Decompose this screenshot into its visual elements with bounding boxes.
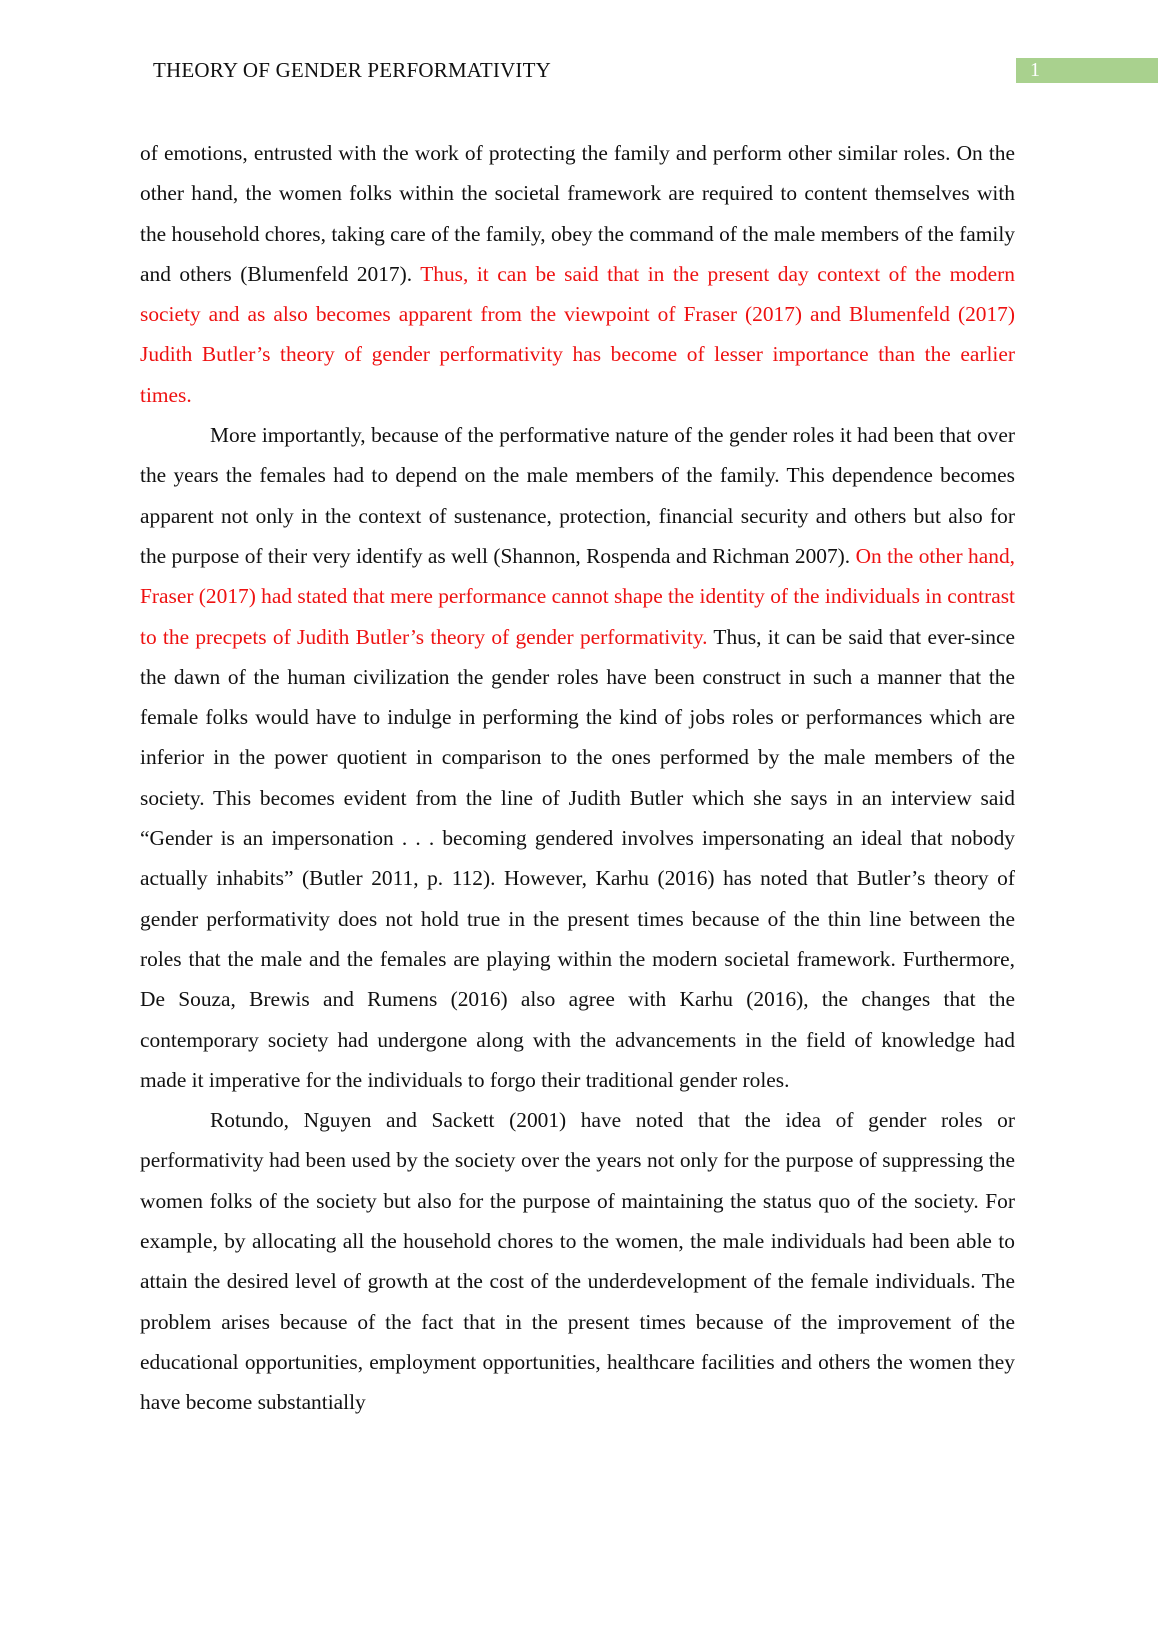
paragraph-1: [140, 133, 1015, 415]
text-segment: More importantly, because of the performative nature of the gender roles it had been that over the years the females had to depend on the male members of the family. This dependence becomes apparent not only in the context of sustenance, protection, financial security and others but also for the purpose of their very identify as well (Shannon, Rospenda and Richman 2007).: [140, 423, 1015, 568]
page-number: 1: [1016, 58, 1158, 83]
text-segment: Thus, it can be said that ever-since the dawn of the human civilization the gender roles have been construct in such a manner that the female folks would have to indulge in performing the kind of jobs roles or performances which are inferior in the power quotient in comparison to the ones performed by the male members of the society. This becomes evident from the line of Judith Butler which she says in an interview said “Gender is an impersonation . . . becoming gendered involves impersonating an ideal that nobody actually inhabits” (Butler 2011, p. 112). However, Karhu (2016) has noted that Butler’s theory of gender performativity does not hold true in the present times because of the thin line between the roles that the male and the females are playing within the modern societal framework. Furthermore, De Souza, Brewis and Rumens (2016) also agree with Karhu (2016), the changes that the contemporary society had undergone along with the advancements in the field of knowledge had made it imperative for the individuals to forgo their traditional gender roles.: [140, 624, 1015, 1092]
highlighted-text-segment: Thus, it can be said that in the present day context of the modern society and as also becomes apparent from the viewpoint of Fraser (2017) and Blumenfeld (2017) Judith Butler’s theory of gender performativity has become of lesser importance than the earlier times.: [140, 261, 1015, 407]
paragraph-3: [140, 1100, 1015, 1422]
text-segment: Rotundo, Nguyen and Sackett (2001) have noted that the idea of gender roles or performativity had been used by the society over the years not only for the purpose of suppressing the women folks of the society but also for the purpose of maintaining the status quo of the society. For example, by allocating all the household chores to the women, the male individuals had been able to attain the desired level of growth at the cost of the underdevelopment of the female individuals. The problem arises because of the fact that in the present times because of the improvement of the educational opportunities, employment opportunities, healthcare facilities and others the women they have become substantially: [140, 1108, 1015, 1415]
paragraph-2: [140, 415, 1015, 1100]
highlighted-text-segment: On the other hand, Fraser (2017) had stated that mere performance cannot shape the identity of the individuals in contrast to the precpets of Judith Butler’s theory of gender performativity.: [140, 543, 1015, 649]
text-segment: of emotions, entrusted with the work of protecting the family and perform other similar roles. On the other hand, the women folks within the societal framework are required to content themselves with the household chores, taking care of the family, obey the command of the male members of the family and others (Blumenfeld 2017).: [140, 141, 1015, 286]
document-body: [140, 133, 1015, 1423]
running-head-title: THEORY OF GENDER PERFORMATIVITY: [153, 58, 552, 82]
